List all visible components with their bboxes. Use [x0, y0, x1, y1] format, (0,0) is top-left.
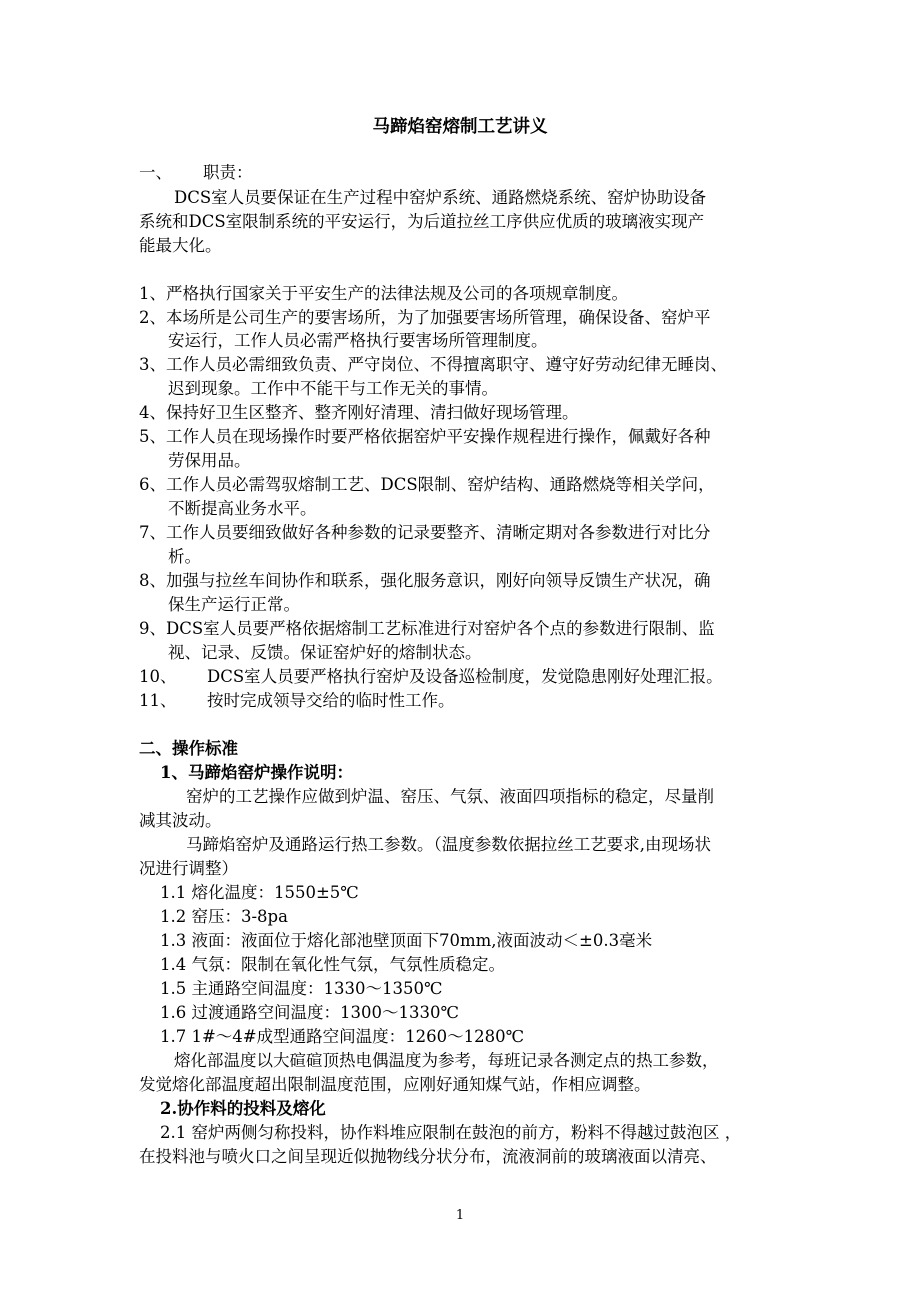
subsection-heading: 1、马蹄焰窑炉操作说明：: [160, 763, 353, 782]
param-line: 1.5 主通路空间温度：1330～1350℃: [160, 979, 443, 998]
param-line: 1.2 窑压：3-8pa: [160, 907, 288, 926]
paragraph-line: 发觉熔化部温度超出限制温度范围，应刚好通知煤气站，作相应调整。: [139, 1075, 651, 1094]
duty-item: 8、加强与拉丝车间协作和联系，强化服务意识，刚好向领导反馈生产状况，确: [139, 571, 711, 590]
duty-item-cont: 劳保用品。: [168, 451, 251, 470]
duty-item-cont: 保生产运行正常。: [168, 595, 300, 614]
section1-intro-line: DCS室人员要保证在生产过程中窑炉系统、通路燃烧系统、窑炉协助设备: [174, 188, 707, 207]
section1-intro-line: 能最大化。: [139, 236, 222, 255]
paragraph-line: 2.1 窑炉两侧匀称投料，协作料堆应限制在鼓泡的前方，粉料不得越过鼓泡区 ，: [160, 1123, 742, 1142]
duty-item-11-text: 按时完成领导交给的临时性工作。: [207, 691, 455, 710]
param-line: 1.1 熔化温度：1550±5℃: [160, 883, 359, 902]
section2-heading: 二、操作标准: [139, 739, 238, 758]
duty-item-10: [139, 665, 723, 689]
duty-item-cont: 不断提高业务水平。: [168, 499, 317, 518]
page-number: 1: [455, 1208, 465, 1223]
duty-item: 4、保持好卫生区整齐、整齐刚好清理、清扫做好现场管理。: [139, 403, 579, 422]
section1-number: 一、: [139, 163, 172, 182]
duty-item-cont: 视、记录、反馈。保证窑炉好的熔制状态。: [168, 643, 482, 662]
duty-item-cont: 迟到现象。工作中不能干与工作无关的事情。: [168, 379, 498, 398]
duty-item-cont: 安运行，工作人员必需严格执行要害场所管理制度。: [168, 331, 548, 350]
duty-item-10-text: DCS室人员要严格执行窑炉及设备巡检制度，发觉隐患刚好处理汇报。: [207, 667, 723, 686]
paragraph-line: 减其波动。: [139, 811, 222, 830]
duty-item-cont: 析。: [168, 547, 201, 566]
duty-item: 2、本场所是公司生产的要害场所，为了加强要害场所管理，确保设备、窑炉平: [139, 308, 711, 327]
document-title: 马蹄焰窑熔制工艺讲义: [372, 117, 548, 137]
section1-heading: 职责：: [203, 163, 253, 182]
section1-heading-line: [139, 161, 253, 185]
paragraph-line: 熔化部温度以大碹碹顶热电偶温度为参考，每班记录各测定点的热工参数，: [174, 1051, 719, 1070]
paragraph-line: 马蹄焰窑炉及通路运行热工参数。（温度参数依据拉丝工艺要求,由现场状: [186, 835, 711, 854]
param-line: 1.6 过渡通路空间温度：1300～1330℃: [160, 1003, 459, 1022]
paragraph-line: 在投料池与喷火口之间呈现近似抛物线分状分布，流液洞前的玻璃液面以清亮、: [139, 1147, 717, 1166]
duty-item: 7、工作人员要细致做好各种参数的记录要整齐、清晰定期对各参数进行对比分: [139, 523, 711, 542]
duty-item: 5、工作人员在现场操作时要严格依据窑炉平安操作规程进行操作，佩戴好各种: [139, 427, 711, 446]
section1-intro-line: 系统和DCS室限制系统的平安运行，为后道拉丝工序供应优质的玻璃液实现产: [139, 212, 705, 231]
duty-item: 6、工作人员必需驾驭熔制工艺、DCS限制、窑炉结构、通路燃烧等相关学问，: [139, 475, 715, 494]
paragraph-line: 窑炉的工艺操作应做到炉温、窑压、气氛、液面四项指标的稳定，尽量削: [186, 787, 714, 806]
duty-item-10-number: 10、: [139, 667, 177, 686]
subsection-heading: 2.协作料的投料及熔化: [160, 1099, 326, 1118]
duty-item: 1、严格执行国家关于平安生产的法律法规及公司的各项规章制度。: [139, 284, 628, 303]
param-line: 1.4 气氛：限制在氧化性气氛，气氛性质稳定。: [160, 955, 505, 974]
duty-item: 3、工作人员必需细致负责、严守岗位、不得擅离职守、遵守好劳动纪律无睡岗、: [139, 355, 727, 374]
paragraph-line: 况进行调整）: [139, 859, 238, 878]
param-line: 1.3 液面：液面位于熔化部池壁顶面下70mm,液面波动＜±0.3毫米: [160, 931, 653, 950]
duty-item-11-number: 11、: [139, 691, 177, 710]
duty-item-11: [139, 689, 455, 713]
param-line: 1.7 1#～4#成型通路空间温度：1260～1280℃: [160, 1027, 525, 1046]
duty-item: 9、DCS室人员要严格依据熔制工艺标准进行对窑炉各个点的参数进行限制、监: [139, 619, 715, 638]
